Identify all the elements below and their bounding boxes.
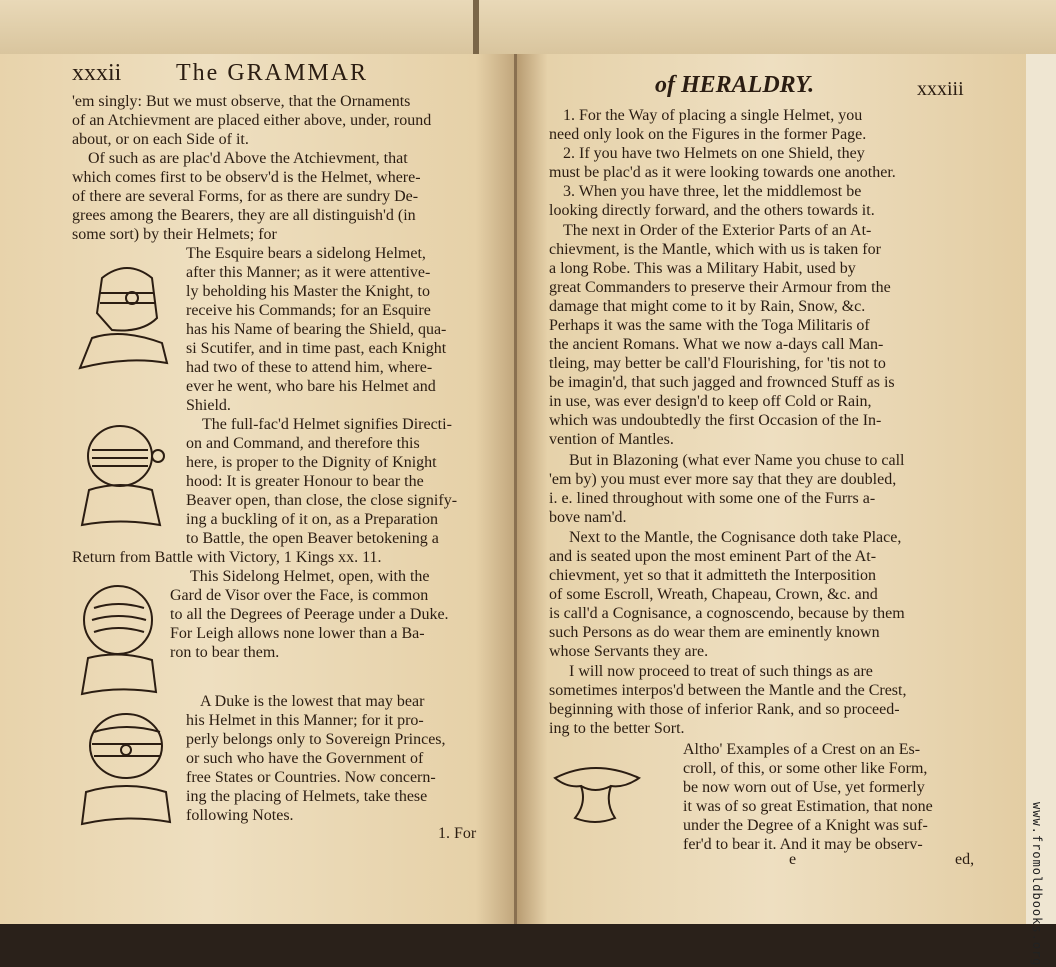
- left-text-line: on and Command, and therefore this: [186, 435, 420, 452]
- left-text-line: Shield.: [186, 397, 231, 414]
- right-text-line: chievment, is the Mantle, which with us is taken for: [549, 241, 881, 258]
- right-text-line: 'em by) you must ever more say that they are doubled,: [549, 471, 897, 488]
- right-text-line: bove nam'd.: [549, 509, 627, 526]
- left-text-line: This Sidelong Helmet, open, with the: [190, 568, 430, 585]
- left-text-line: Beaver open, than close, the close signify-: [186, 492, 458, 509]
- left-text-line: has his Name of bearing the Shield, qua-: [186, 321, 447, 338]
- right-text-line: 1. For the Way of placing a single Helmet, you: [563, 107, 863, 124]
- right-text-line: fer'd to bear it. And it may be observ-: [683, 836, 923, 853]
- right-text-line: in use, was ever design'd to keep off Cold or Rain,: [549, 393, 872, 410]
- right-text-line: great Commanders to preserve their Armour from the: [549, 279, 891, 296]
- left-text-line: after this Manner; as it were attentive-: [186, 264, 431, 281]
- left-text-line: some sort) by their Helmets; for: [72, 226, 277, 243]
- left-text-line: to all the Degrees of Peerage under a Duke.: [170, 606, 449, 623]
- right-text-line: beginning with those of inferior Rank, and so proceed-: [549, 701, 900, 718]
- right-text-line: damage that might come to it by Rain, Snow, &c.: [549, 298, 866, 315]
- left-text-line: ever he went, who bare his Helmet and: [186, 378, 436, 395]
- left-folio: xxxii: [72, 60, 122, 86]
- left-text-line: had two of these to attend him, where-: [186, 359, 433, 376]
- left-text-line: 'em singly: But we must observe, that the Ornaments: [72, 93, 411, 110]
- right-text-line: whose Servants they are.: [549, 643, 709, 660]
- right-text-line: croll, of this, or some other like Form,: [683, 760, 928, 777]
- left-text-line: The Esquire bears a sidelong Helmet,: [186, 245, 426, 262]
- watermark: www.fromoldbooks.org: [1030, 802, 1044, 967]
- peer-sidelong-helmet-visor-icon: [72, 580, 164, 704]
- right-page: [517, 54, 1026, 924]
- facing-page-top-edge: [0, 0, 1056, 54]
- left-text-line: ly beholding his Master the Knight, to: [186, 283, 430, 300]
- left-text-line: perly belongs only to Sovereign Princes,: [186, 731, 446, 748]
- right-text-line: looking directly forward, and the others towards it.: [549, 202, 875, 219]
- left-text-line: or such who have the Government of: [186, 750, 424, 767]
- left-text-line: of there are several Forms, for as there are sundry De-: [72, 188, 419, 205]
- left-text-line: The full-fac'd Helmet signifies Directi-: [202, 416, 452, 433]
- left-text-line: For Leigh allows none lower than a Ba-: [170, 625, 425, 642]
- right-text-line: Next to the Mantle, the Cognisance doth take Place,: [569, 529, 902, 546]
- left-running-head: The GRAMMAR: [176, 60, 369, 86]
- right-text-line: ing to the better Sort.: [549, 720, 685, 737]
- right-text-line: must be plac'd as it were looking towards one another.: [549, 164, 896, 181]
- watermark-strip: [1026, 54, 1056, 967]
- right-text-line: But in Blazoning (what ever Name you chuse to call: [569, 452, 905, 469]
- left-text-line: si Scutifer, and in time past, each Knight: [186, 340, 447, 357]
- right-text-line: sometimes interpos'd between the Mantle and the Crest,: [549, 682, 907, 699]
- right-text-line: 2. If you have two Helmets on one Shield, they: [563, 145, 865, 162]
- left-text-line: of an Atchievment are placed either above, under, round: [72, 112, 432, 129]
- right-text-line: vention of Mantles.: [549, 431, 674, 448]
- left-text-line: ing the placing of Helmets, take these: [186, 788, 428, 805]
- right-text-line: which was undoubtedly the first Occasion of the In-: [549, 412, 882, 429]
- right-text-line: 3. When you have three, let the middlemost be: [563, 183, 862, 200]
- left-text-line: Gard de Visor over the Face, is common: [170, 587, 429, 604]
- right-text-line: I will now proceed to treat of such things as are: [569, 663, 873, 680]
- left-text-line: receive his Commands; for an Esquire: [186, 302, 431, 319]
- right-text-line: a long Robe. This was a Military Habit, used by: [549, 260, 856, 277]
- right-text-line: be imagin'd, that such jagged and frownced Stuff as is: [549, 374, 895, 391]
- right-text-line: the ancient Romans. What we now a-days call Man-: [549, 336, 884, 353]
- left-text-line: to Battle, the open Beaver betokening a: [186, 530, 439, 547]
- left-text-line: free States or Countries. Now concern-: [186, 769, 436, 786]
- right-text-line: is call'd a Cognisance, a cognoscendo, because by them: [549, 605, 905, 622]
- left-catchword: 1. For: [438, 825, 477, 842]
- right-text-line: i. e. lined throughout with some one of the Furrs a-: [549, 490, 876, 507]
- right-text-line: Perhaps it was the same with the Toga Militaris of: [549, 317, 870, 334]
- right-text-line: The next in Order of the Exterior Parts of an At-: [563, 222, 872, 239]
- escroll-crest-icon: [545, 758, 649, 834]
- right-text-line: tleing, may better be call'd Flourishing, for 'tis not to: [549, 355, 886, 372]
- left-text-line: following Notes.: [186, 807, 294, 824]
- left-text-line: here, is proper to the Dignity of Knight: [186, 454, 437, 471]
- left-text-line: ing a buckling of it on, as a Preparation: [186, 511, 438, 528]
- left-text-line: his Helmet in this Manner; for it pro-: [186, 712, 424, 729]
- right-text-line: Altho' Examples of a Crest on an Es-: [683, 741, 921, 758]
- right-text-line: and is seated upon the most eminent Part of the At-: [549, 548, 877, 565]
- right-catchword: ed,: [955, 851, 975, 868]
- left-text-line: which comes first to be observ'd is the Helmet, where-: [72, 169, 421, 186]
- right-text-line: such Persons as do wear them are eminently known: [549, 624, 880, 641]
- right-text-line: need only look on the Figures in the former Page.: [549, 126, 867, 143]
- left-text-line: Return from Battle with Victory, 1 Kings xx. 11.: [72, 549, 382, 566]
- left-page: [0, 54, 517, 924]
- left-text-line: ron to bear them.: [170, 644, 280, 661]
- knight-full-faced-helmet-icon: [74, 420, 170, 540]
- right-text-line: of some Escroll, Wreath, Chapeau, Crown, &c. and: [549, 586, 878, 603]
- duke-helmet-icon: [76, 710, 174, 834]
- right-signature: e: [789, 851, 797, 868]
- left-text-line: Of such as are plac'd Above the Atchievment, that: [88, 150, 408, 167]
- right-text-line: it was of so great Estimation, that none: [683, 798, 933, 815]
- right-text-line: under the Degree of a Knight was suf-: [683, 817, 928, 834]
- right-running-head: of HERALDRY.: [655, 72, 815, 98]
- left-text-line: about, or on each Side of it.: [72, 131, 249, 148]
- left-text-line: hood: It is greater Honour to bear the: [186, 473, 424, 490]
- right-text-line: chievment, yet so that it admitteth the Interposition: [549, 567, 877, 584]
- left-text-line: grees among the Bearers, they are all distinguish'd (in: [72, 207, 416, 224]
- left-text-line: A Duke is the lowest that may bear: [200, 693, 425, 710]
- right-folio: xxxiii: [917, 78, 964, 100]
- esquire-sidelong-helmet-icon: [72, 258, 172, 378]
- right-text-line: be now worn out of Use, yet formerly: [683, 779, 925, 796]
